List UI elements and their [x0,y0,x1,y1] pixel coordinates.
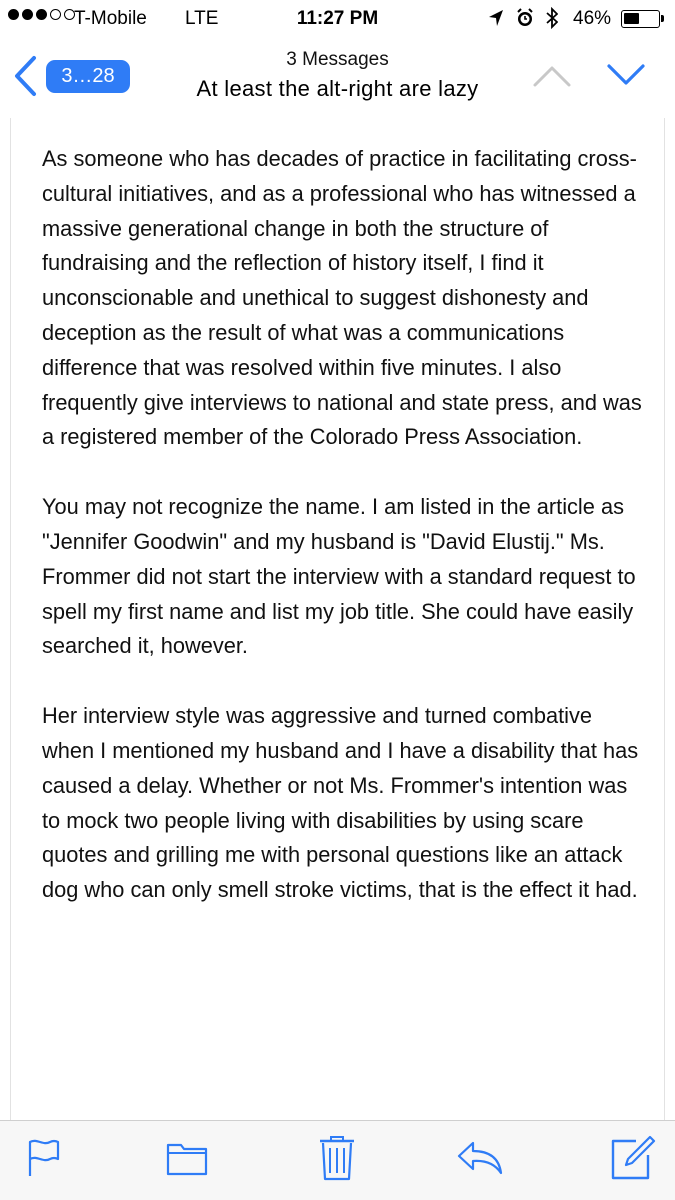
navigation-bar [0,38,675,116]
battery-icon [621,10,660,28]
compose-icon[interactable] [610,1135,656,1181]
message-paragraph: You may not recognize the name. I am listed in the article as "Jennifer Goodwin" and my husband is "David Elustij." Ms. Frommer did not start the interview with a standard request to spell my first name and list my job title. She could have easily searched it, however. [42,494,636,659]
message-body [10,118,665,1120]
message-paragraph: Her interview style was aggressive and turned combative when I mentioned my husband and I have a disability that has caused a delay. Whether or not Ms. Frommer's intention was to mock two people living with disabilities by using scare quotes and grilling me with personal questions like an attack dog who can only smell stroke victims, that is the effect it had. [42,703,639,903]
message-count: 3 Messages [286,49,389,70]
status-bar [0,0,675,38]
reply-icon[interactable] [456,1139,504,1177]
bluetooth-icon [546,7,558,29]
flag-icon[interactable] [27,1138,61,1178]
carrier-label: T-Mobile [74,8,147,29]
battery-percent: 46% [573,8,612,29]
back-button[interactable]: 3…28 [46,60,130,93]
alarm-icon [516,8,534,28]
clock: 11:27 PM [296,8,379,29]
message-paragraph: As someone who has decades of practice in facilitating cross-cultural initiatives, and as a professional who has witnessed a massive generational change in both the structure of fundraising and the reflection of history itself, I find it unconscionable and unethical to suggest dishonesty and deception as the result of what was a communications difference that was resolved within five minutes. I also frequently give interviews to national and state press, and was a registered member of the Colorado Press Association. [42,146,642,450]
trash-icon[interactable] [318,1135,356,1181]
folder-icon[interactable] [166,1138,208,1178]
next-message-chevron-down-icon[interactable] [606,62,646,88]
network-type: LTE [185,8,219,29]
previous-message-chevron-up-icon[interactable] [532,64,572,88]
bottom-toolbar [0,1120,675,1200]
location-arrow-icon [488,9,504,27]
thread-title: At least the alt-right are lazy [196,76,479,101]
